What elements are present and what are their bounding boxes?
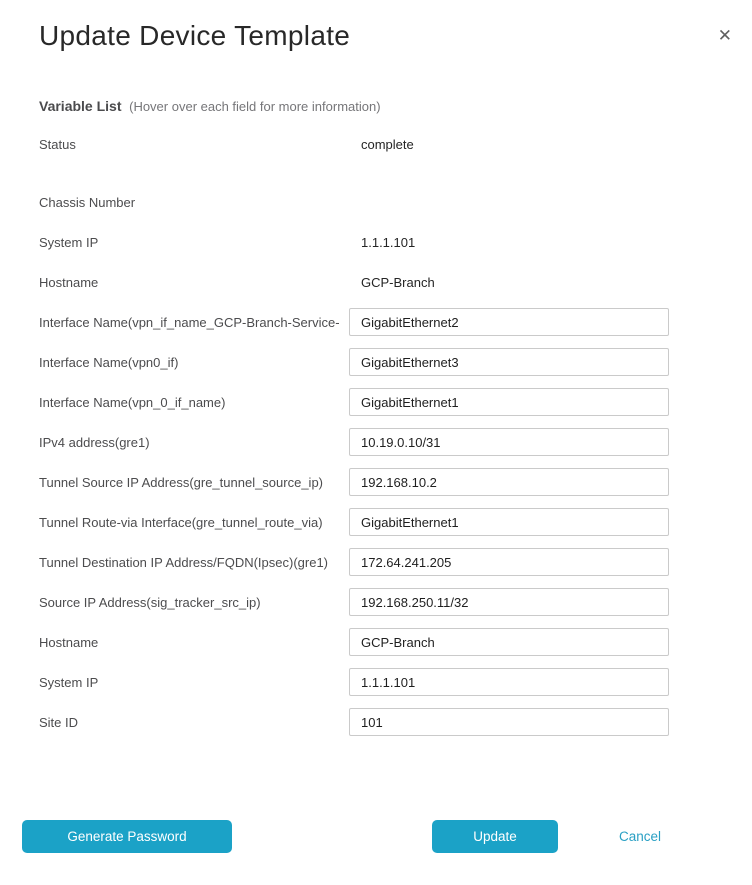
close-icon[interactable]: ✕ (717, 26, 732, 45)
tunnel-destination-ip-input[interactable] (349, 548, 669, 576)
row-hostname-static (0, 262, 752, 302)
interface-name-service-vpn-input[interactable] (349, 308, 669, 336)
dialog-title: Update Device Template (39, 20, 351, 51)
cancel-button[interactable]: Cancel (618, 829, 662, 844)
row-label: Source IP Address(sig_tracker_src_ip) (39, 594, 261, 610)
row-tunnel-source-ip (0, 462, 752, 502)
variable-list-heading: Variable List (39, 98, 122, 114)
system-ip-input[interactable] (349, 668, 669, 696)
system-ip-value: 1.1.1.101 (361, 234, 416, 250)
row-chassis-number (0, 182, 752, 222)
row-label: Tunnel Source IP Address(gre_tunnel_source_ip) (39, 474, 324, 490)
row-interface-name-vpn0-if-name (0, 382, 752, 422)
row-site-id (0, 702, 752, 742)
row-label: Interface Name(vpn_if_name_GCP-Branch-Service- (39, 314, 340, 330)
sig-tracker-source-ip-input[interactable] (349, 588, 669, 616)
status-value: complete (361, 136, 414, 152)
row-label: Hostname (39, 634, 99, 650)
row-label: Chassis Number (39, 194, 136, 210)
row-label: Tunnel Route-via Interface(gre_tunnel_route_via) (39, 514, 323, 530)
update-button[interactable]: Update (432, 820, 558, 853)
row-label: System IP (39, 234, 99, 250)
generate-password-button[interactable]: Generate Password (22, 820, 232, 853)
row-label: Hostname (39, 274, 99, 290)
row-system-ip-static (0, 222, 752, 262)
row-system-ip-input (0, 662, 752, 702)
tunnel-source-ip-input[interactable] (349, 468, 669, 496)
tunnel-route-via-input[interactable] (349, 508, 669, 536)
dialog-footer (0, 820, 752, 853)
ipv4-address-gre1-input[interactable] (349, 428, 669, 456)
row-label: Interface Name(vpn_0_if_name) (39, 394, 226, 410)
interface-name-vpn0-if-input[interactable] (349, 348, 669, 376)
row-label: Interface Name(vpn0_if) (39, 354, 179, 370)
hostname-input[interactable] (349, 628, 669, 656)
row-label: Site ID (39, 714, 79, 730)
row-interface-name-service-vpn (0, 302, 752, 342)
row-tunnel-route-via (0, 502, 752, 542)
row-tunnel-destination-ip (0, 542, 752, 582)
hostname-value: GCP-Branch (361, 274, 435, 290)
row-label: Tunnel Destination IP Address/FQDN(Ipsec)(gre1) (39, 554, 329, 570)
update-device-template-dialog (0, 20, 752, 885)
row-label: IPv4 address(gre1) (39, 434, 150, 450)
row-hostname-input (0, 622, 752, 662)
variable-list-hint: (Hover over each field for more information) (129, 99, 381, 114)
variable-list (0, 124, 752, 742)
row-label: System IP (39, 674, 99, 690)
variable-list-header (39, 98, 752, 114)
interface-name-vpn0-if-name-input[interactable] (349, 388, 669, 416)
row-interface-name-vpn0-if (0, 342, 752, 382)
row-source-ip-sig-tracker (0, 582, 752, 622)
row-label: Status (39, 136, 76, 152)
row-status (0, 124, 752, 164)
site-id-input[interactable] (349, 708, 669, 736)
row-ipv4-address-gre1 (0, 422, 752, 462)
